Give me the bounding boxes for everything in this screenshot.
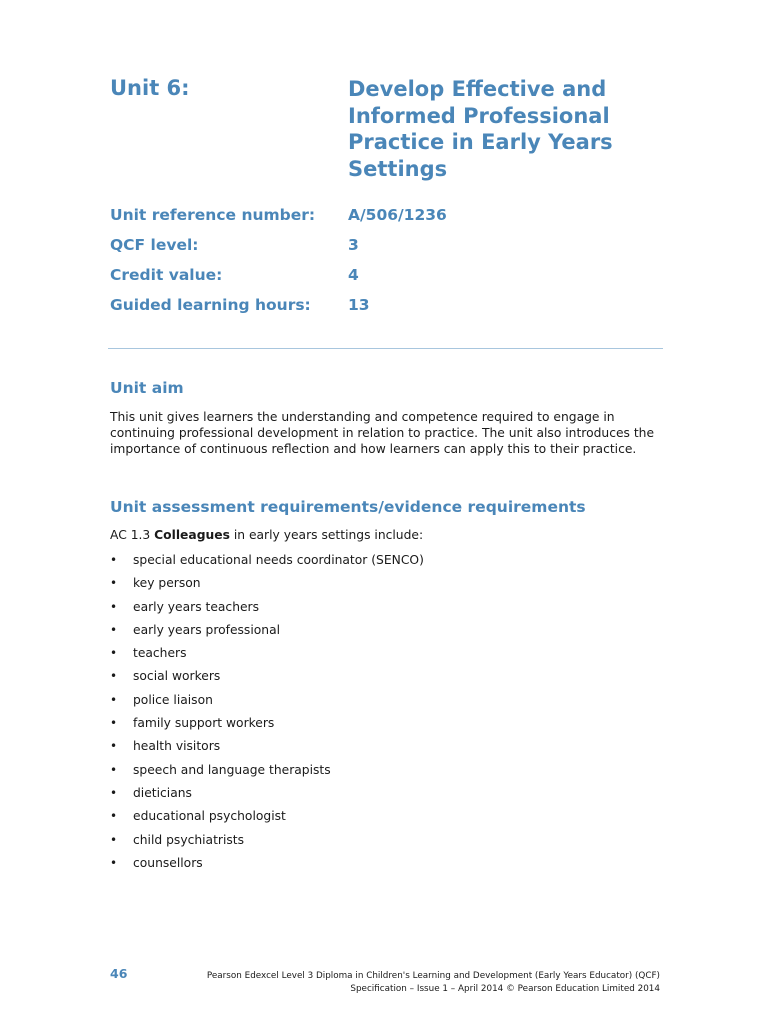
list-item-text: child psychiatrists: [133, 832, 245, 847]
meta-value: 3: [348, 236, 359, 254]
footer-line-2: Specification – Issue 1 – April 2014 © Pearson Education Limited 2014: [350, 984, 660, 994]
list-item-text: health visitors: [133, 739, 221, 754]
list-item-text: speech and language therapists: [133, 762, 331, 777]
list-item-text: key person: [133, 576, 201, 591]
list-item-text: police liaison: [133, 692, 213, 707]
list-item-text: early years professional: [133, 622, 281, 637]
unit-aim-text: This unit gives learners the understanding and competence required to engage in continuing professional development in relation to practice. The unit also introduces the importance of continuous reflection and how learners can apply this to their practice.: [110, 410, 655, 456]
list-item: [110, 760, 610, 783]
meta-label: Unit reference number:: [110, 206, 316, 224]
unit-meta-table: [110, 206, 670, 326]
list-item-text: educational psychologist: [133, 809, 286, 824]
ac-intro: [110, 528, 423, 542]
list-item: [110, 853, 610, 876]
ac-prefix: AC 1.3: [110, 528, 155, 542]
bullet-icon: •: [110, 785, 118, 800]
bullet-icon: •: [110, 576, 118, 591]
list-item: [110, 783, 610, 806]
list-item: [110, 690, 610, 713]
bullet-icon: •: [110, 599, 118, 614]
list-item-text: dieticians: [133, 785, 192, 800]
ac-bold-term: Colleagues: [154, 528, 230, 542]
list-item-text: counsellors: [133, 855, 203, 870]
bullet-icon: •: [110, 832, 118, 847]
meta-value: 4: [348, 266, 359, 284]
bullet-icon: •: [110, 692, 118, 707]
meta-value: 13: [348, 296, 370, 314]
bullet-icon: •: [110, 646, 118, 661]
meta-label: Guided learning hours:: [110, 296, 311, 314]
list-item: [110, 643, 610, 666]
bullet-icon: •: [110, 739, 118, 754]
meta-row-guided-hours: [110, 296, 670, 326]
ac-suffix: in early years settings include:: [229, 528, 424, 542]
list-item: [110, 830, 610, 853]
bullet-icon: •: [110, 553, 118, 567]
page-footer: [207, 970, 660, 996]
list-item: [110, 620, 610, 643]
meta-label: QCF level:: [110, 236, 199, 254]
list-item-text: social workers: [133, 669, 221, 684]
colleagues-list: [110, 550, 610, 876]
bullet-icon: •: [110, 855, 118, 870]
bullet-icon: •: [110, 809, 118, 824]
meta-label: Credit value:: [110, 266, 223, 284]
list-item-text: teachers: [133, 646, 187, 661]
list-item: [110, 666, 610, 689]
footer-line-1: Pearson Edexcel Level 3 Diploma in Children's Learning and Development (Early Years Educator) (QCF): [206, 971, 660, 981]
assessment-heading: Unit assessment requirements/evidence requirements: [110, 498, 586, 516]
meta-row-credit-value: [110, 266, 670, 296]
section-divider: [108, 348, 663, 349]
meta-row-qcf-level: [110, 236, 670, 266]
unit-number: Unit 6:: [110, 76, 190, 100]
meta-value: A/506/1236: [348, 206, 447, 224]
list-item-text: family support workers: [133, 716, 275, 731]
bullet-icon: •: [110, 762, 118, 777]
meta-row-reference: [110, 206, 670, 236]
bullet-icon: •: [110, 669, 118, 684]
page-number: 46: [110, 966, 128, 981]
list-item: [110, 806, 610, 829]
list-item: [110, 550, 610, 573]
list-item: [110, 736, 610, 759]
list-item: [110, 597, 610, 620]
unit-aim-heading: Unit aim: [110, 379, 184, 397]
list-item-text: early years teachers: [133, 599, 260, 614]
bullet-icon: •: [110, 622, 118, 637]
list-item-text: special educational needs coordinator (SENCO): [133, 553, 424, 567]
unit-title: Develop Effective and Informed Professional Practice in Early Years Settings: [348, 77, 613, 181]
list-item: [110, 573, 610, 596]
list-item: [110, 713, 610, 736]
bullet-icon: •: [110, 716, 118, 731]
